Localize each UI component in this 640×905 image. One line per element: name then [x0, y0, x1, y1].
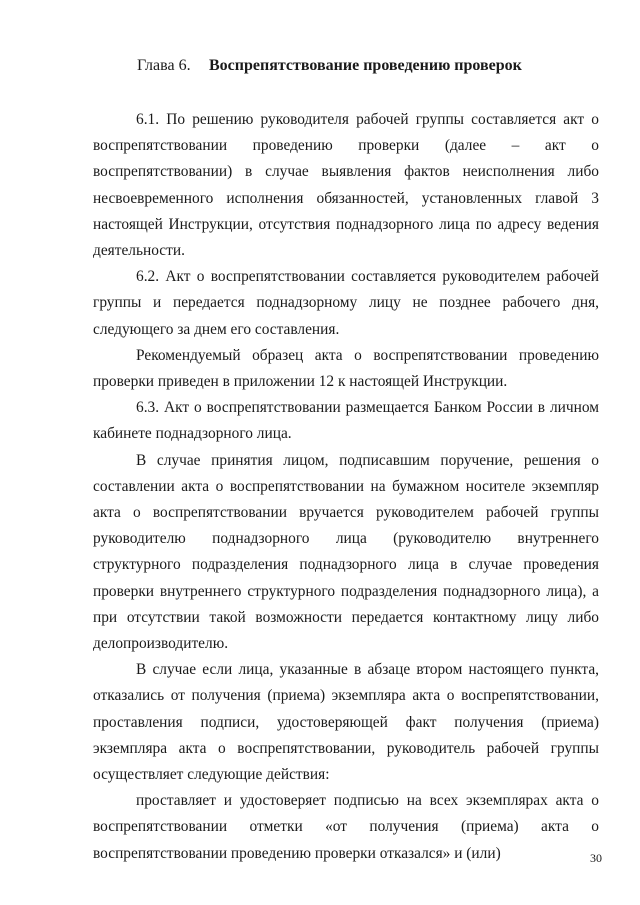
- paragraph-refusal: В случае если лица, указанные в абзаце втором настоящего пункта, отказались от получения (приема) экземпляра акта о воспрепятствовании, проставления подписи, удостоверяющей факт получения (приема) экземпляра акта о воспрепятствовании, руководитель рабочей группы осуществляет следующие действия:: [93, 661, 599, 784]
- paragraph-6-1: 6.1. По решению руководителя рабочей группы составляется акт о воспрепятствовании проведению проверки (далее – акт о воспрепятствовании) в случае выявления фактов неисполнения либо несвоевременного исполнения обязанностей, установленных главой 3 настоящей Инструкции, отсутствия поднадзорного лица по адресу ведения деятельности.: [93, 111, 599, 260]
- chapter-number: Глава 6.: [137, 57, 191, 74]
- paragraph-6-2: 6.2. Акт о воспрепятствовании составляется руководителем рабочей группы и передается поднадзорному лицу не позднее рабочего дня, следующего за днем его составления.: [93, 268, 599, 338]
- chapter-title: Воспрепятствование проведению проверок: [209, 57, 522, 74]
- paragraph-actions: проставляет и удостоверяет подписью на всех экземплярах акта о воспрепятствовании отметки «от получения (приема) акта о воспрепятствовании проведению проверки отказался» и (или): [93, 792, 599, 862]
- document-body: [93, 107, 599, 867]
- paragraph-6-3: 6.3. Акт о воспрепятствовании размещается Банком России в личном кабинете поднадзорного лица.: [93, 399, 599, 443]
- chapter-heading: [137, 57, 522, 75]
- paragraph-delivery: В случае принятия лицом, подписавшим поручение, решения о составлении акта о воспрепятствовании на бумажном носителе экземпляр акта о воспрепятствовании вручается руководителем рабочей группы руководителю поднадзорного лица (руководителю внутреннего структурного подразделения поднадзорного лица в случае проведения проверки внутреннего структурного подразделения поднадзорного лица), а при отсутствии такой возможности передается контактному лицу либо делопроизводителю.: [93, 451, 599, 653]
- page-number: 30: [590, 851, 602, 865]
- paragraph-sample-reference: Рекомендуемый образец акта о воспрепятствовании проведению проверки приведен в приложении 12 к настоящей Инструкции.: [93, 346, 599, 391]
